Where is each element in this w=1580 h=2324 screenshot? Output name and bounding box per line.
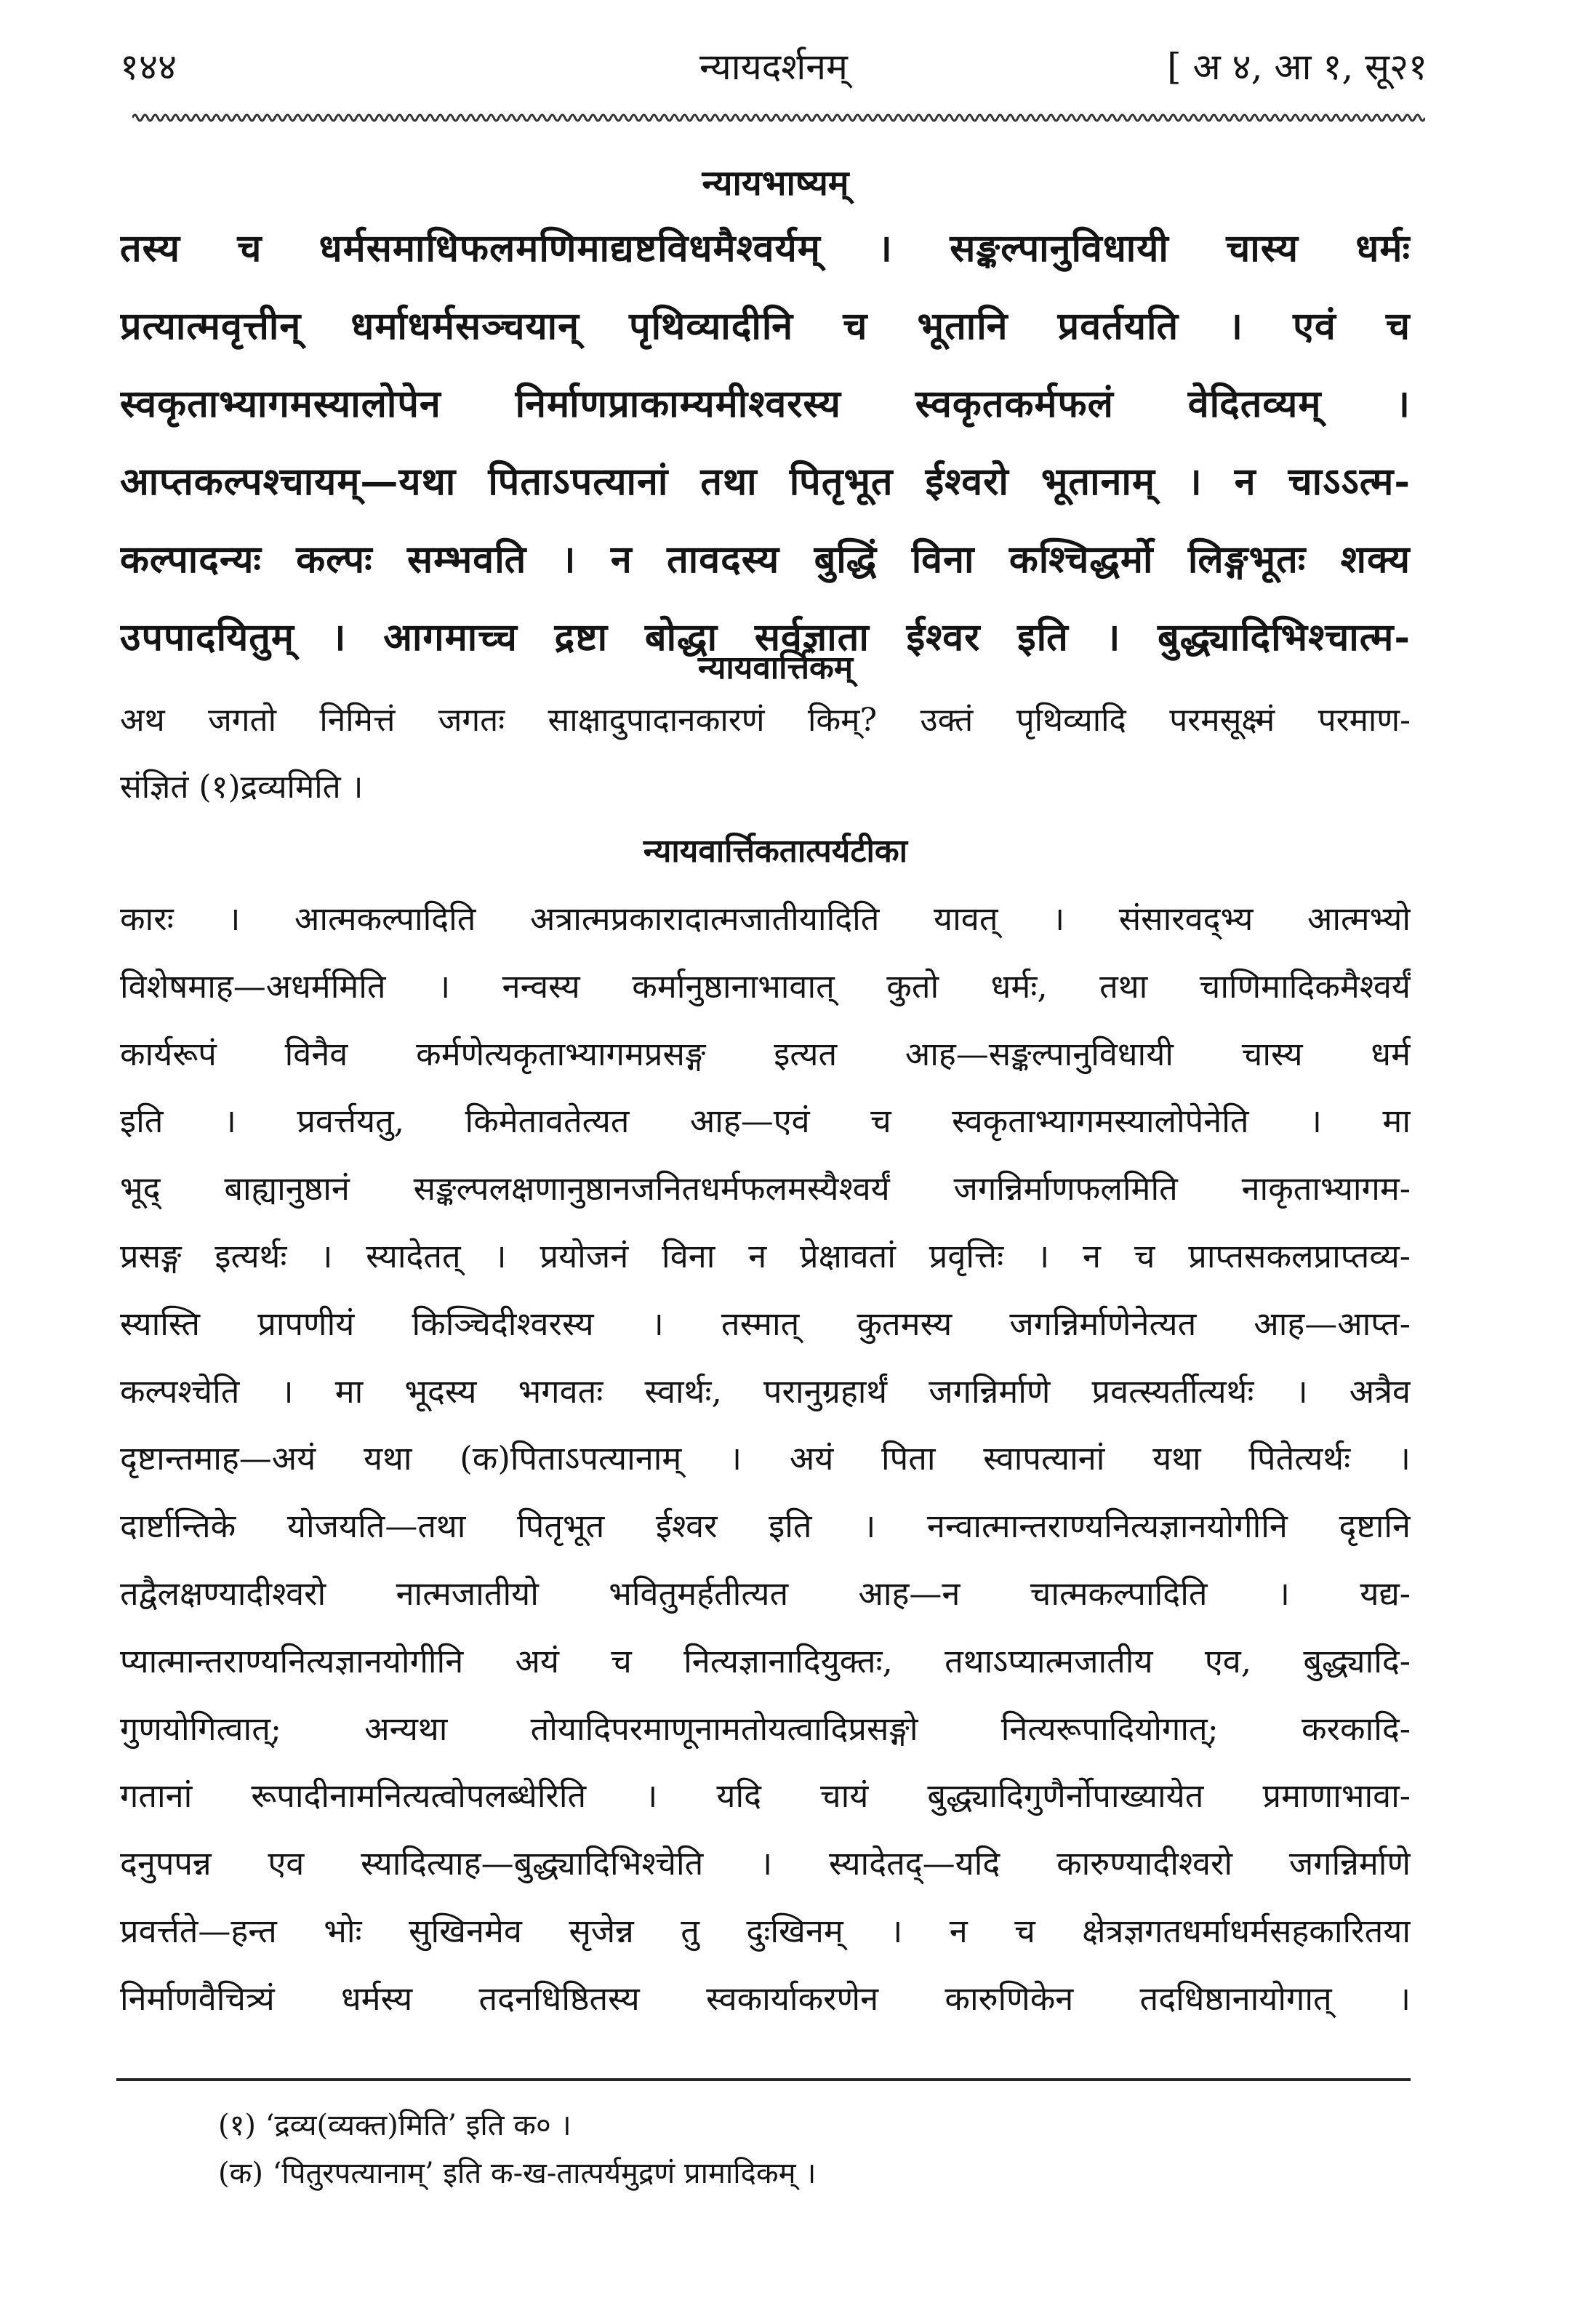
text-line: कारः । आत्मकल्पादिति अत्रात्मप्रकारादात्मजातीयादिति यावत् । संसारवद्भ्य आत्मभ्यो — [120, 899, 1411, 938]
text-line: संज्ञितं (१)द्रव्यमिति । — [120, 769, 364, 806]
text-line: स्यास्ति प्रापणीयं किञ्चिदीश्वरस्य । तस्मात् कुतमस्य जगन्निर्माणेनेत्यत आह—आप्त- — [120, 1304, 1411, 1343]
text-line: प्रवर्त्तते—हन्त भोः सुखिनमेव सृजेन्न तु दुःखिनम् । न च क्षेत्रज्ञगतधर्माधर्मसहकारितया — [120, 1911, 1411, 1950]
text-line: विशेषमाह—अधर्ममिति । नन्वस्य कर्मानुष्ठानाभावात् कुतो धर्मः, तथा चाणिमादिकमैश्वर्यं — [120, 966, 1411, 1006]
footnote: (१) ‘द्रव्य(व्यक्त)मिति’ इति क० । — [218, 2109, 572, 2142]
text-line: गतानां रूपादीनामनित्यत्वोपलब्धेरिति । यदि चायं बुद्ध्यादिगुणैर्नोपाख्यायेत प्रमाणाभावा- — [120, 1776, 1411, 1816]
text-line: उपपादयितुम् । आगमाच्च द्रष्टा बोद्धा सर्वज्ञाता ईश्वर इति । बुद्ध्यादिभिश्चात्म- — [120, 615, 1411, 660]
text-line: अथ जगतो निमित्तं जगतः साक्षादुपादानकारणं किम्? उक्तं पृथिव्यादि परमसूक्ष्मं परमाण- — [120, 702, 1411, 739]
text-line: दार्ष्टान्तिके योजयति—तथा पितृभूत ईश्वर इति । नन्वात्मान्तराण्यनित्यज्ञानयोगीनि दृष्टानि — [120, 1507, 1411, 1546]
text-line: इति । प्रवर्त्तयतु, किमेतावतेत्यत आह—एवं च स्वकृताभ्यागमस्यालोपेनेति । मा — [120, 1102, 1411, 1141]
footnote: (क) ‘पितुरपत्यानाम्’ इति क-ख-तात्पर्यमुद्रणं प्रामादिकम् । — [218, 2157, 817, 2190]
text-line: आप्तकल्पश्चायम्—यथा पिताऽपत्यानां तथा पितृभूत ईश्वरो भूतानाम् । न चाऽऽत्म- — [120, 460, 1411, 504]
text-line: कार्यरूपं विनैव कर्मणेत्यकृताभ्यागमप्रसङ्ग इत्यत आह—सङ्कल्पानुविधायी चास्य धर्म — [120, 1034, 1411, 1073]
book-title: न्यायदर्शनम् — [699, 46, 848, 88]
text-line: तद्वैलक्षण्यादीश्वरो नात्मजातीयो भवितुमर्हतीत्यत आह—न चात्मकल्पादिति । यद्य- — [120, 1574, 1411, 1613]
text-line: गुणयोगित्वात्; अन्यथा तोयादिपरमाणूनामतोयत्वादिप्रसङ्गो नित्यरूपादियोगात्; करकादि- — [120, 1709, 1411, 1748]
text-line: भूद् बाह्यानुष्ठानं सङ्कल्पलक्षणानुष्ठानजनितधर्मफलमस्यैश्वर्यं जगन्निर्माणफलमिति नाकृताभ्यागम- — [120, 1169, 1411, 1209]
text-line: दनुपपन्न एव स्यादित्याह—बुद्ध्यादिभिश्चेति । स्यादेतद्—यदि कारुण्यादीश्वरो जगन्निर्माणे — [120, 1844, 1411, 1883]
text-line: कल्पश्चेति । मा भूदस्य भगवतः स्वार्थः, परानुग्रहार्थं जगन्निर्माणे प्रवत्स्यर्तीत्यर्थः । अत्रैव — [120, 1371, 1411, 1411]
text-line: स्वकृताभ्यागमस्यालोपेन निर्माणप्राकाम्यमीश्वरस्य स्वकृतकर्मफलं वेदितव्यम् । — [120, 382, 1411, 426]
text-line: कल्पादन्यः कल्पः सम्भवति । न तावदस्य बुद्धिं विना कश्चिद्धर्मो लिङ्गभूतः शक्य — [120, 537, 1411, 582]
bhashya-heading: न्यायभाष्यम् — [702, 163, 849, 204]
text-line: निर्माणवैचित्र्यं धर्मस्य तदनधिष्ठितस्य स्वकार्याकरणेन कारुणिकेन तदधिष्ठानायोगात् । — [120, 1979, 1411, 2018]
text-line: दृष्टान्तमाह—अयं यथा (क)पिताऽपत्यानाम् । अयं पिता स्वापत्यानां यथा पितेत्यर्थः । — [120, 1439, 1411, 1478]
text-line: प्यात्मान्तराण्यनित्यज्ञानयोगीनि अयं च नित्यज्ञानादियुक्तः, तथाऽप्यात्मजातीय एव, बुद्ध्यादि- — [120, 1641, 1411, 1680]
tika-text — [120, 886, 1411, 2033]
bhashya-text — [120, 209, 1411, 676]
wavy-header-rule — [132, 109, 1425, 127]
running-header — [120, 41, 1427, 99]
tika-heading: न्यायवार्त्तिकतात्पर्यटीका — [643, 833, 908, 870]
page-number: १४४ — [120, 46, 177, 88]
footnotes — [218, 2101, 816, 2197]
text-line: प्रत्यात्मवृत्तीन् धर्माधर्मसञ्चयान् पृथिव्यादीनि च भूतानि प्रवर्तयति । एवं च — [120, 304, 1411, 348]
vartika-text — [120, 687, 1411, 821]
text-line: तस्य च धर्मसमाधिफलमणिमाद्यष्टविधमैश्वर्यम् । सङ्कल्पानुविधायी चास्य धर्मः — [120, 226, 1411, 271]
vartika-heading: न्यायवार्त्तिकम् — [697, 649, 854, 686]
section-reference: [ अ ४, आ १, सू२१ — [1167, 46, 1427, 88]
text-line: प्रसङ्ग इत्यर्थः । स्यादेतत् । प्रयोजनं विना न प्रेक्षावतां प्रवृत्तिः । न च प्राप्तसकलप्राप्तव्य- — [120, 1236, 1411, 1275]
footnote-divider — [116, 2078, 1411, 2081]
